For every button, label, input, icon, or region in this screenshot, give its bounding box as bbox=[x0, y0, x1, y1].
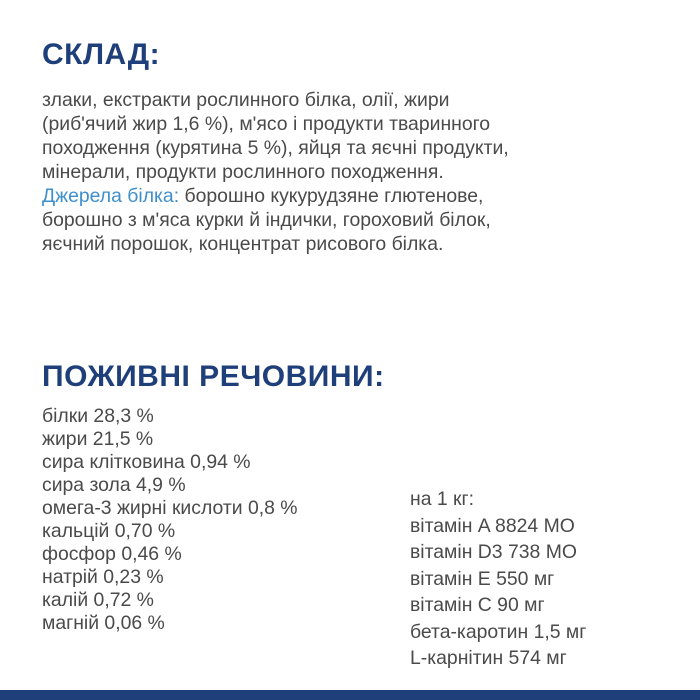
nutrient-item: фосфор 0,46 % bbox=[42, 543, 182, 565]
nutrient-item: сира зола 4,9 % bbox=[42, 474, 186, 496]
nutrient-item: кальцій 0,70 % bbox=[42, 520, 176, 542]
protein-sources-text: борошно кукурудзяне глютенове, bbox=[179, 185, 484, 207]
nutrient-item: калій 0,72 % bbox=[42, 589, 154, 611]
protein-sources-label: Джерела білка: bbox=[42, 185, 180, 207]
composition-heading: СКЛАД: bbox=[42, 38, 161, 71]
composition-line: походження (курятина 5 %), яйця та яєчні продукти, bbox=[42, 137, 509, 159]
protein-sources-line: борошно з м'яса курки й індички, гороховий білок, bbox=[42, 209, 491, 231]
vitamin-item: вітамін Е 550 мг bbox=[410, 567, 555, 590]
composition-line: мінерали, продукти рослинного походження. bbox=[42, 161, 444, 183]
nutrient-item: натрій 0,23 % bbox=[42, 566, 164, 588]
vitamin-item: вітамін A 8824 МО bbox=[410, 514, 575, 537]
protein-sources-line: яєчний порошок, концентрат рисового білка. bbox=[42, 233, 444, 255]
nutrients-left-column bbox=[42, 405, 298, 635]
nutrient-item: сира клітковина 0,94 % bbox=[42, 451, 251, 473]
footer-bar bbox=[0, 690, 700, 700]
vitamin-item: вітамін D3 738 МО bbox=[410, 541, 577, 563]
nutrient-item: омега-3 жирні кислоти 0,8 % bbox=[42, 497, 298, 519]
nutrient-item: магній 0,06 % bbox=[42, 612, 165, 634]
protein-sources-line bbox=[42, 184, 662, 208]
vitamin-item: бета-каротин 1,5 мг bbox=[410, 620, 587, 643]
nutrients-right-column bbox=[410, 486, 586, 672]
composition-text bbox=[42, 88, 662, 256]
nutrient-item: білки 28,3 % bbox=[42, 405, 154, 427]
nutrient-item: жири 21,5 % bbox=[42, 428, 154, 450]
composition-line: (риб'ячий жир 1,6 %), м'ясо і продукти тваринного bbox=[42, 113, 491, 135]
per-kg-label: на 1 кг: bbox=[410, 488, 474, 510]
nutrients-heading: ПОЖИВНІ РЕЧОВИНИ: bbox=[42, 360, 385, 393]
composition-line: злаки, екстракти рослинного білка, олії, жири bbox=[42, 89, 450, 111]
vitamin-item: вітамін С 90 мг bbox=[410, 594, 545, 616]
vitamin-item: L-карнітин 574 мг bbox=[410, 647, 567, 669]
